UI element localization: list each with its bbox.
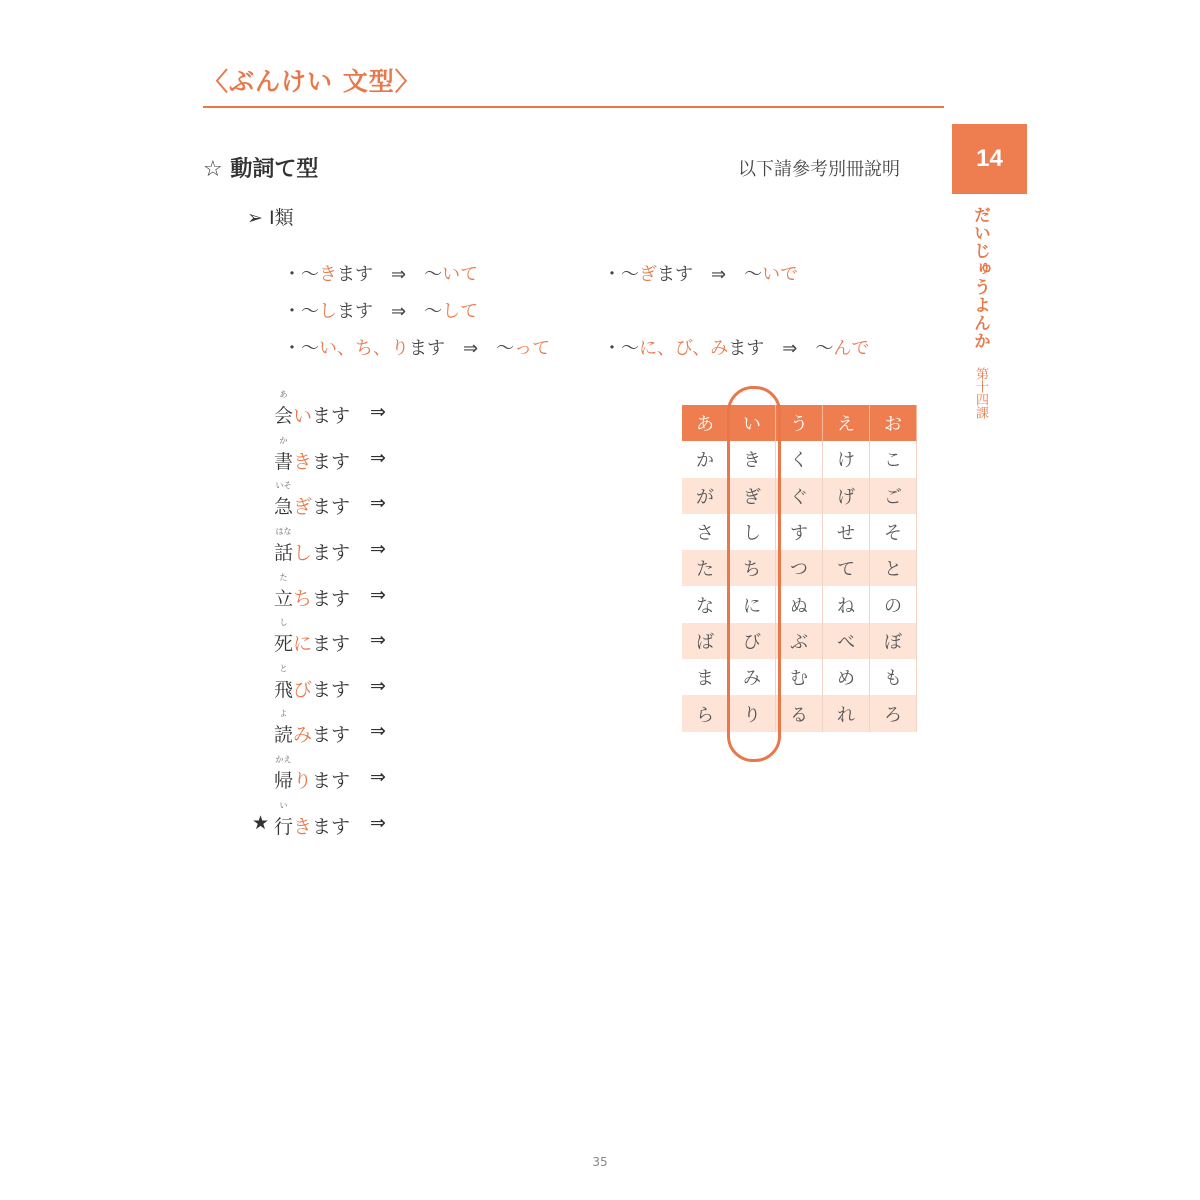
kana-cell: つ	[776, 550, 823, 586]
furigana: あ	[279, 390, 288, 399]
kana-cell: そ	[870, 514, 917, 550]
verb-item: ★ い 行きます ⇒	[252, 801, 386, 838]
kana-cell: に	[729, 586, 776, 622]
chapter-vertical-kana: だいじゅうよんか	[970, 206, 990, 350]
kana-cell: げ	[823, 478, 870, 514]
kana-cell: ま	[682, 659, 729, 695]
kana-header-cell: え	[823, 405, 870, 441]
kana-row	[682, 514, 917, 550]
kana-cell: ぐ	[776, 478, 823, 514]
rule-item: ・～きます ⇒ ～いて	[283, 264, 479, 285]
i-column-highlight-oval	[727, 386, 781, 762]
rule-item: ・～い、ち、ります ⇒ ～って	[283, 338, 551, 359]
verb-item: か 書きます ⇒	[274, 436, 386, 473]
furigana: よ	[279, 709, 288, 718]
chapter-vertical-title	[968, 206, 993, 419]
kana-header-cell: い	[729, 405, 776, 441]
kana-cell: も	[870, 659, 917, 695]
furigana: か	[279, 436, 288, 445]
kana-cell: か	[682, 441, 729, 477]
kana-table	[682, 405, 917, 732]
kana-cell: ぎ	[729, 478, 776, 514]
kana-cell: す	[776, 514, 823, 550]
kana-cell: け	[823, 441, 870, 477]
kana-cell: ね	[823, 586, 870, 622]
kana-cell: め	[823, 659, 870, 695]
kana-cell: ば	[682, 623, 729, 659]
kana-cell: く	[776, 441, 823, 477]
kana-row	[682, 441, 917, 477]
kana-cell: み	[729, 659, 776, 695]
header-divider	[203, 106, 944, 108]
kana-row	[682, 478, 917, 514]
furigana: た	[279, 573, 288, 582]
kana-cell: る	[776, 695, 823, 731]
kana-cell: の	[870, 586, 917, 622]
kana-cell: こ	[870, 441, 917, 477]
page-number: 35	[592, 1155, 608, 1169]
kana-row	[682, 695, 917, 731]
rule-item: ・～に、び、みます ⇒ ～んで	[603, 338, 870, 359]
verb-kanji: はな 話	[274, 527, 294, 564]
kana-header-cell: あ	[682, 405, 729, 441]
verb-item: と 飛びます ⇒	[274, 664, 386, 701]
kana-row	[682, 586, 917, 622]
verb-kanji: かえ 帰	[274, 755, 294, 792]
kana-cell: と	[870, 550, 917, 586]
page-header-title: 〈ぶんけい 文型〉	[203, 67, 421, 96]
kana-cell: ら	[682, 695, 729, 731]
kana-cell: ぬ	[776, 586, 823, 622]
kana-header-cell: お	[870, 405, 917, 441]
verb-item: し 死にます ⇒	[274, 618, 386, 655]
chapter-vertical-kanji: 第十四課	[973, 366, 988, 419]
kana-cell: が	[682, 478, 729, 514]
kana-cell: ぼ	[870, 623, 917, 659]
verb-kanji: た 立	[274, 573, 294, 610]
verb-kanji: と 飛	[274, 664, 294, 701]
kana-row	[682, 550, 917, 586]
kana-cell: な	[682, 586, 729, 622]
kana-cell: し	[729, 514, 776, 550]
verb-item: いそ 急ぎます ⇒	[274, 481, 386, 518]
kana-cell: ご	[870, 478, 917, 514]
chapter-number: 14	[976, 145, 1003, 172]
kana-cell: た	[682, 550, 729, 586]
verb-kanji: か 書	[274, 436, 294, 473]
verb-item: はな 話します ⇒	[274, 527, 386, 564]
kana-header-row	[682, 405, 917, 441]
verb-kanji: いそ 急	[274, 481, 294, 518]
reference-note: 以下請參考別冊說明	[738, 159, 900, 180]
furigana: し	[279, 618, 288, 627]
kana-cell: せ	[823, 514, 870, 550]
kana-cell: ろ	[870, 695, 917, 731]
kana-cell: ち	[729, 550, 776, 586]
subsection-heading: ➢ Ⅰ類	[247, 207, 294, 229]
kana-cell: べ	[823, 623, 870, 659]
furigana: い	[279, 801, 288, 810]
kana-cell: ぶ	[776, 623, 823, 659]
chapter-tab	[952, 124, 1027, 194]
kana-cell: き	[729, 441, 776, 477]
kana-header-cell: う	[776, 405, 823, 441]
kana-cell: て	[823, 550, 870, 586]
kana-cell: り	[729, 695, 776, 731]
verb-item: た 立ちます ⇒	[274, 573, 386, 610]
furigana: はな	[275, 527, 292, 536]
verb-kanji: よ 読	[274, 709, 294, 746]
kana-row	[682, 623, 917, 659]
kana-cell: び	[729, 623, 776, 659]
verb-item: あ 会います ⇒	[274, 390, 386, 427]
verb-item: よ 読みます ⇒	[274, 709, 386, 746]
rule-item: ・～ぎます ⇒ ～いで	[603, 264, 799, 285]
kana-cell: さ	[682, 514, 729, 550]
kana-cell: む	[776, 659, 823, 695]
verb-kanji: し 死	[274, 618, 294, 655]
furigana: いそ	[275, 481, 292, 490]
furigana: と	[279, 664, 288, 673]
rule-item: ・～します ⇒ ～して	[283, 301, 479, 322]
section-heading: ☆ 動詞て型	[203, 157, 319, 182]
verb-kanji: あ 会	[274, 390, 294, 427]
verb-kanji: い 行	[274, 801, 294, 838]
verb-item: かえ 帰ります ⇒	[274, 755, 386, 792]
furigana: かえ	[275, 755, 292, 764]
kana-row	[682, 659, 917, 695]
kana-cell: れ	[823, 695, 870, 731]
